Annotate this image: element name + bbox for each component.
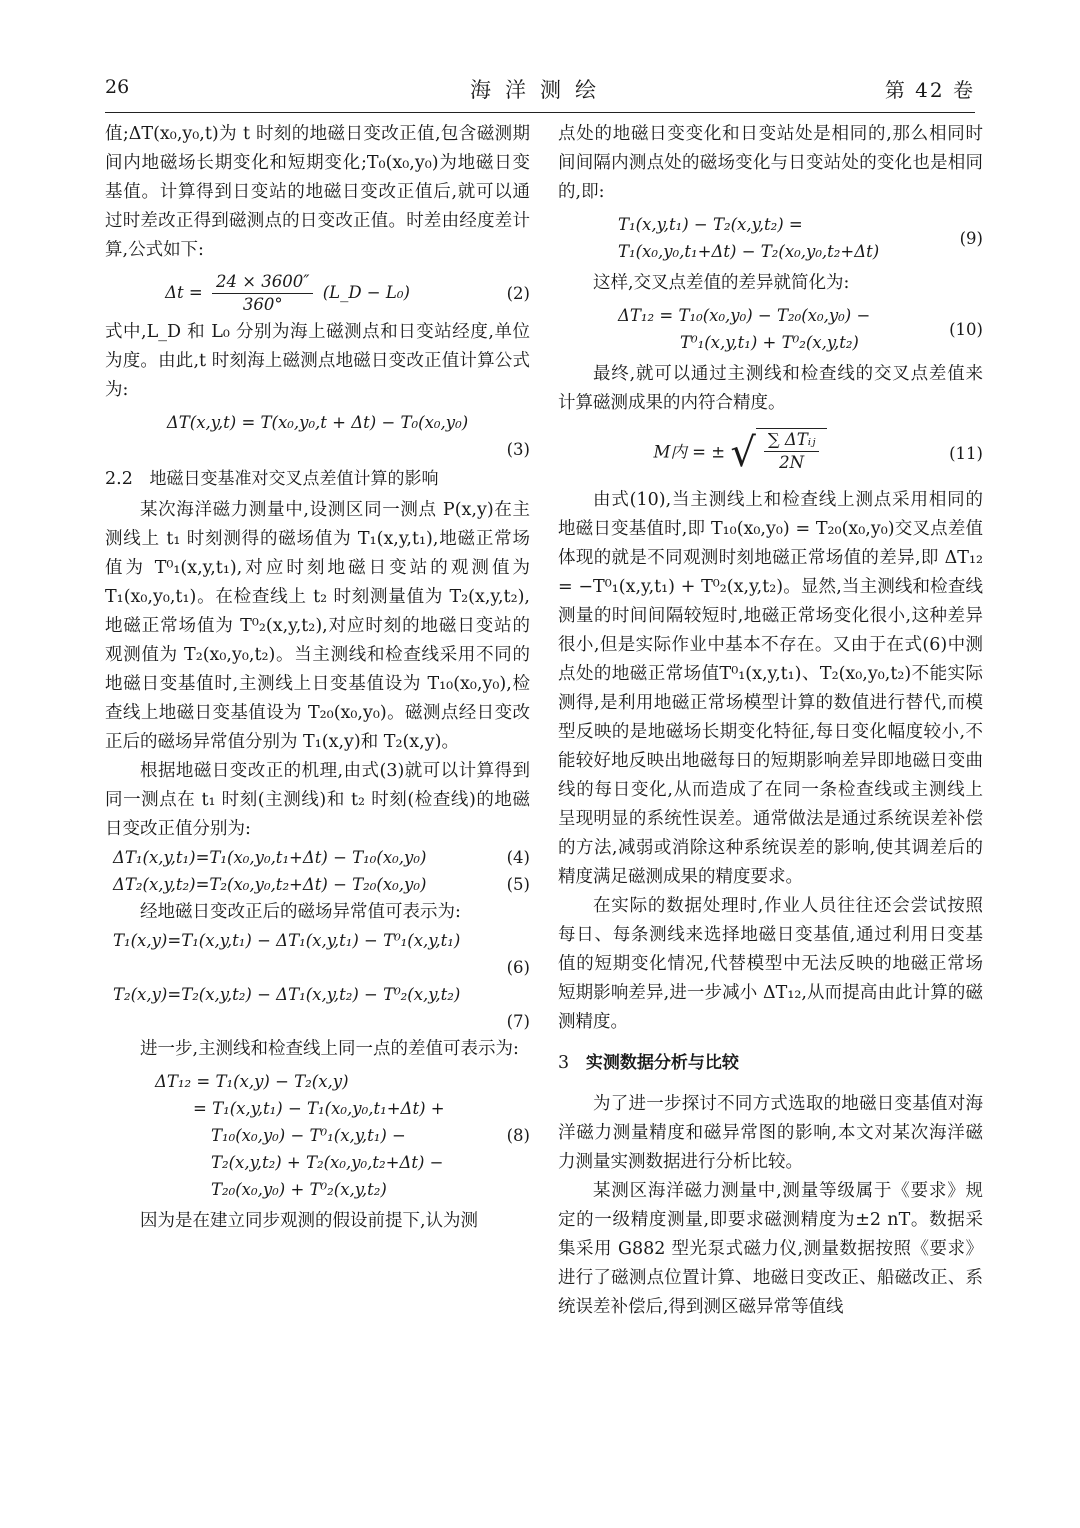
equation-number: (4) <box>506 848 530 867</box>
section-heading-2-2 <box>105 465 530 494</box>
equation-number: (7) <box>506 1012 530 1031</box>
equation-7 <box>105 981 530 1008</box>
equation-number: (9) <box>959 228 983 248</box>
paragraph: 为了进一步探讨不同方式选取的地磁日变基值对海洋磁力测量精度和磁异常图的影响,本文对某次海洋磁力测量实测数据进行分析比较。 <box>558 1094 983 1172</box>
eq4-body: ΔT₁(x,y,t₁)=T₁(x₀,y₀,t₁+Δt) − T₁₀(x₀,y₀) <box>113 848 427 867</box>
equation-number: (8) <box>506 1126 530 1145</box>
paragraph: 因为是在建立同步观测的假设前提下,认为测 <box>140 1211 479 1231</box>
page-header <box>105 72 975 113</box>
equation-number: (11) <box>949 443 983 463</box>
paragraph: 这样,交叉点差值的差异就简化为: <box>593 273 850 293</box>
journal-title: 海洋测绘 <box>470 78 610 102</box>
eq7-body: T₂(x,y)=T₂(x,y,t₂) − ΔT₁(x,y,t₂) − T⁰₂(x,y,t₂) <box>113 985 461 1004</box>
equation-number: (6) <box>506 958 530 977</box>
eq5-body: ΔT₂(x,y,t₂)=T₂(x₀,y₀,t₂+Δt) − T₂₀(x₀,y₀) <box>113 875 427 894</box>
paragraph: 式中,L_D 和 L₀ 分别为海上磁测点和日变站经度,单位为度。由此,t 时刻海上磁测点地磁日变改正值计算公式为: <box>105 322 530 400</box>
eq8-line: T₂(x,y,t₂) + T₂(x₀,y₀,t₂+Δt) − <box>211 1153 444 1172</box>
eq3-body: ΔT(x,y,t) = T(x₀,y₀,t + Δt) − T₀(x₀,y₀) <box>166 413 469 432</box>
paragraph: 最终,就可以通过主测线和检查线的交叉点差值来计算磁测成果的内符合精度。 <box>558 364 983 413</box>
eq2-fraction <box>212 271 313 316</box>
equation-3 <box>105 409 530 436</box>
equation-number: (5) <box>506 875 530 894</box>
section-heading-3 <box>558 1049 983 1078</box>
equation-number: (2) <box>506 284 530 303</box>
equation-5 <box>105 871 530 898</box>
section-title: 实测数据分析与比较 <box>585 1053 739 1073</box>
eq2-numerator: 24 × 3600″ <box>212 271 313 294</box>
right-column <box>558 120 983 1322</box>
paragraph: 在实际的数据处理时,作业人员往往还会尝试按照每日、每条测线来选择地磁日变基值,通过利用日变基值的短期变化情况,代替模型中无法反映的地磁正常场短期影响差异,进一步减小 ΔT₁₂,从而提高由此计算的磁测精度。 <box>558 896 983 1032</box>
section-title: 地磁日变基准对交叉点差值计算的影响 <box>149 469 439 489</box>
equation-2 <box>105 271 530 316</box>
paragraph: 某次海洋磁力测量中,设测区同一测点 P(x,y)在主测线上 t₁ 时刻测得的磁场值为 T₁(x,y,t₁),地磁正常场值为 T⁰₁(x,y,t₁),对应时刻地磁日变站的观测值为 T₁(x₀,y₀,t₁)。在检查线上 t₂ 时刻测量值为 T₂(x,y,t₂),地磁正常场值为 T⁰₂(x,y,t₂),对应时刻的地磁日变站的观测值为 T₂(x₀,y₀,t₂)。当主测线和检查线采用不同的地磁日变基值时,主测线上日变基值设为 T₁₀(x₀,y₀),检查线上地磁日变基值设为 T₂₀(x₀,y₀)。磁测点经日变改正后的磁场异常值分别为 T₁(x,y)和 T₂(x,y)。 <box>105 500 530 752</box>
equation-number: (10) <box>949 319 983 339</box>
eq2-lhs: Δt = <box>165 283 203 302</box>
paragraph: 进一步,主测线和检查线上同一点的差值可表示为: <box>140 1039 519 1059</box>
paragraph: 点处的地磁日变变化和日变站处是相同的,那么相同时间间隔内测点处的磁场变化与日变站处的变化也是相同的,即: <box>558 124 983 202</box>
equation-9 <box>558 211 983 265</box>
eq8-line: = T₁(x,y,t₁) − T₁(x₀,y₀,t₁+Δt) + <box>193 1099 445 1118</box>
eq11-sqrt <box>730 428 827 478</box>
equation-10 <box>558 302 983 356</box>
paragraph: 根据地磁日变改正的机理,由式(3)就可以计算得到同一测点在 t₁ 时刻(主测线)和 t₂ 时刻(检查线)的地磁日变改正值分别为: <box>105 761 530 839</box>
equation-4 <box>105 844 530 871</box>
eq8-line: T₂₀(x₀,y₀) + T⁰₂(x,y,t₂) <box>211 1180 387 1199</box>
eq8-line: T₁₀(x₀,y₀) − T⁰₁(x,y,t₁) − <box>211 1126 406 1145</box>
paragraph: 值;ΔT(x₀,y₀,t)为 t 时刻的地磁日变改正值,包含磁测期间内地磁场长期变化和短期变化;T₀(x₀,y₀)为地磁日变基值。计算得到日变站的地磁日变改正值后,就可以通过时差改正得到磁测点的日变改正值。时差由经度差计算,公式如下: <box>105 124 530 260</box>
paragraph: 某测区海洋磁力测量中,测量等级属于《要求》规定的一级精度测量,即要求磁测精度为±2 nT。数据采集采用 G882 型光泵式磁力仪,测量数据按照《要求》进行了磁测点位置计算、地磁日变改正、船磁改正、系统误差补偿后,得到测区磁异常等值线 <box>558 1181 983 1317</box>
eq11-fraction <box>764 429 820 474</box>
page-number: 26 <box>105 76 130 98</box>
equation-6 <box>105 927 530 954</box>
eq9-line: T₁(x₀,y₀,t₁+Δt) − T₂(x₀,y₀,t₂+Δt) <box>618 242 880 261</box>
eq8-line: ΔT₁₂ = T₁(x,y) − T₂(x,y) <box>155 1072 349 1091</box>
eq11-denominator: 2N <box>779 453 805 472</box>
equation-11 <box>558 428 983 478</box>
eq11-numerator: ∑ ΔTᵢⱼ <box>764 429 820 452</box>
left-column <box>105 120 530 1236</box>
eq11-lhs: M内 = ± <box>653 442 726 462</box>
sqrt-symbol: √ <box>730 430 756 476</box>
volume-label: 第 42 卷 <box>884 78 975 102</box>
eq2-rhs: (L_D − L₀) <box>322 283 410 302</box>
eq10-line: T⁰₁(x,y,t₁) + T⁰₂(x,y,t₂) <box>680 333 859 352</box>
paragraph: 由式(10),当主测线上和检查线上测点采用相同的地磁日变基值时,即 T₁₀(x₀,y₀) = T₂₀(x₀,y₀)交叉点差值体现的就是不同观测时刻地磁正常场值的差异,即 ΔT₁₂ = −T⁰₁(x,y,t₁) + T⁰₂(x,y,t₂)。显然,当主测线和检查线测量的时间间隔较短时,地磁正常场变化很小,这种差异很小,但是实际作业中基本不存在。又由于在式(6)中测点处的地磁正常场值T⁰₁(x,y,t₁)、T₂(x₀,y₀,t₂)不能实际测得,是利用地磁正常场模型计算的数值进行替代,而模型反映的是地磁场长期变化特征,每日变化幅度较小,不能较好地反映出地磁每日的短期影响差异即地磁日变曲线的每日变化,从而造成了在同一条检查线或主测线上呈现明显的系统性误差。通常做法是通过系统误差补偿的方法,减弱或消除这种系统误差的影响,使其调差后的精度满足磁测成果的精度要求。 <box>558 490 983 887</box>
eq6-body: T₁(x,y)=T₁(x,y,t₁) − ΔT₁(x,y,t₁) − T⁰₁(x,y,t₁) <box>113 931 461 950</box>
eq2-denominator: 360° <box>242 295 283 314</box>
equation-8 <box>105 1068 530 1203</box>
section-number: 3 <box>558 1053 570 1073</box>
eq10-line: ΔT₁₂ = T₁₀(x₀,y₀) − T₂₀(x₀,y₀) − <box>618 306 871 325</box>
paragraph: 经地磁日变改正后的磁场异常值可表示为: <box>140 902 461 922</box>
section-number: 2.2 <box>105 469 133 489</box>
eq9-line: T₁(x,y,t₁) − T₂(x,y,t₂) = <box>618 215 803 234</box>
equation-number: (3) <box>506 440 530 459</box>
